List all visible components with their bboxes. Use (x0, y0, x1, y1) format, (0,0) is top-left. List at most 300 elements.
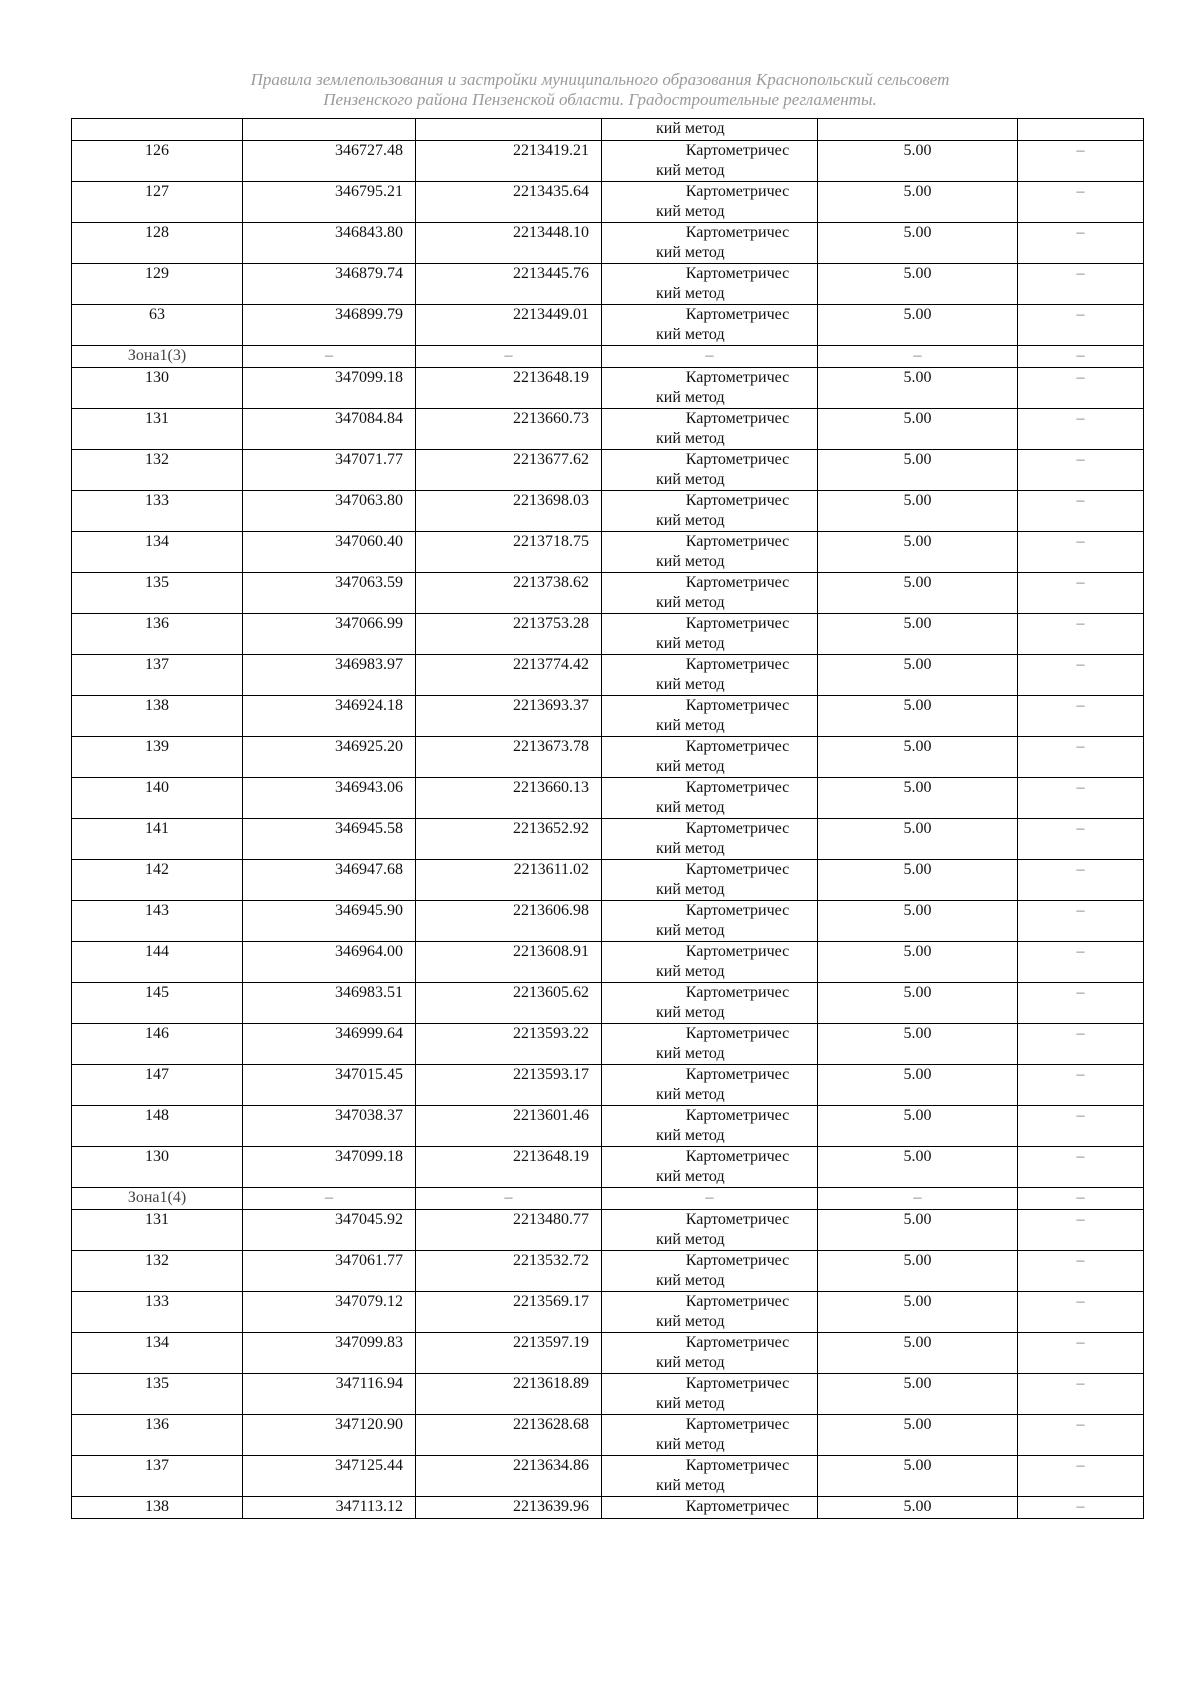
cell-y: 2213593.22 (416, 1024, 602, 1065)
cell-num: 129 (72, 264, 243, 305)
cell-y: – (416, 1188, 602, 1210)
cell-y: 2213445.76 (416, 264, 602, 305)
cell-y: 2213419.21 (416, 141, 602, 182)
cell-x: 347116.94 (243, 1374, 416, 1415)
cell-accuracy: 5.00 (818, 1292, 1018, 1333)
method-line-1: Картометричес (685, 265, 790, 282)
cell-num: 131 (72, 409, 243, 450)
method-line-1: Картометричес (685, 1457, 790, 1474)
method-line-2: кий метод (656, 635, 725, 652)
cell-method (602, 1065, 818, 1106)
method-line-1: Картометричес (685, 984, 790, 1001)
cell-x: 347079.12 (243, 1292, 416, 1333)
cell-x: 346983.51 (243, 983, 416, 1024)
method-line-2: кий метод (656, 881, 725, 898)
cell-num: 133 (72, 1292, 243, 1333)
method-line-1: Картометричес (685, 492, 790, 509)
cell-note: – (1018, 1251, 1144, 1292)
cell-num: 137 (72, 1456, 243, 1497)
method-line-1: Картометричес (685, 369, 790, 386)
cell-num: 126 (72, 141, 243, 182)
method-line-2: кий метод (656, 963, 725, 980)
cell-note: – (1018, 491, 1144, 532)
method-line-1: Картометричес (685, 1293, 790, 1310)
table-row (72, 305, 1144, 346)
cell-y: 2213611.02 (416, 860, 602, 901)
cell-num: 142 (72, 860, 243, 901)
cell-y: 2213480.77 (416, 1210, 602, 1251)
method-line-1: – (705, 347, 714, 364)
cell-y: 2213608.91 (416, 942, 602, 983)
cell-method (602, 1147, 818, 1188)
cell-num: 135 (72, 1374, 243, 1415)
cell-num: 130 (72, 1147, 243, 1188)
cell-method (602, 182, 818, 223)
cell-method (602, 1415, 818, 1456)
cell-y: 2213738.62 (416, 573, 602, 614)
cell-x: 346945.58 (243, 819, 416, 860)
cell-note: – (1018, 1188, 1144, 1210)
cell-accuracy: 5.00 (818, 1024, 1018, 1065)
cell-x: 347066.99 (243, 614, 416, 655)
cell-note: – (1018, 346, 1144, 368)
cell-num: 138 (72, 696, 243, 737)
cell-note: – (1018, 1065, 1144, 1106)
cell-note: – (1018, 614, 1144, 655)
method-line-1: Картометричес (685, 1498, 790, 1515)
method-line-1: Картометричес (685, 656, 790, 673)
cell-accuracy: 5.00 (818, 1374, 1018, 1415)
cell-method (602, 1292, 818, 1333)
table-row (72, 409, 1144, 450)
cell-num: 130 (72, 368, 243, 409)
cell-accuracy: 5.00 (818, 901, 1018, 942)
cell-note: – (1018, 655, 1144, 696)
cell-method (602, 573, 818, 614)
method-line-1: Картометричес (685, 183, 790, 200)
method-line-1: Картометричес (685, 1025, 790, 1042)
cell-y: 2213532.72 (416, 1251, 602, 1292)
cell-method (602, 737, 818, 778)
method-line-2: кий метод (656, 1127, 725, 1144)
cell-note: – (1018, 1415, 1144, 1456)
cell-accuracy: 5.00 (818, 450, 1018, 491)
cell-accuracy: 5.00 (818, 1251, 1018, 1292)
method-line-2: кий метод (656, 471, 725, 488)
table-row (72, 223, 1144, 264)
cell-x: 346999.64 (243, 1024, 416, 1065)
cell-num: 140 (72, 778, 243, 819)
cell-method (602, 983, 818, 1024)
cell-note: – (1018, 141, 1144, 182)
cell-accuracy: 5.00 (818, 1497, 1018, 1519)
cell-y: 2213677.62 (416, 450, 602, 491)
zone-row (72, 1188, 1144, 1210)
table-row (72, 819, 1144, 860)
table-row (72, 1292, 1144, 1333)
cell-x: 347099.18 (243, 368, 416, 409)
cell-accuracy: – (818, 1188, 1018, 1210)
cell-num: 144 (72, 942, 243, 983)
cell-y: 2213753.28 (416, 614, 602, 655)
method-line-1: Картометричес (685, 738, 790, 755)
method-line-2: кий метод (656, 1354, 725, 1371)
cell-accuracy: 5.00 (818, 1065, 1018, 1106)
cell-note: – (1018, 1292, 1144, 1333)
method-line-1: Картометричес (685, 1148, 790, 1165)
cell-note: – (1018, 223, 1144, 264)
cell-num: 147 (72, 1065, 243, 1106)
cell-x: 347125.44 (243, 1456, 416, 1497)
method-line-1: Картометричес (685, 1066, 790, 1083)
method-line-1: Картометричес (685, 1107, 790, 1124)
cell-method (602, 1456, 818, 1497)
cell-y: 2213435.64 (416, 182, 602, 223)
cell-x: 347063.59 (243, 573, 416, 614)
table-row (72, 1456, 1144, 1497)
method-line-1: Картометричес (685, 1211, 790, 1228)
cell-note: – (1018, 942, 1144, 983)
table-row (72, 1333, 1144, 1374)
method-line-1: Картометричес (685, 306, 790, 323)
method-line-1: Картометричес (685, 224, 790, 241)
method-line-1: – (705, 1189, 714, 1206)
method-line-2: кий метод (656, 1086, 725, 1103)
cell-x: – (243, 346, 416, 368)
cell-note: – (1018, 901, 1144, 942)
cell-num: 128 (72, 223, 243, 264)
cell-num: 132 (72, 450, 243, 491)
cell-y: 2213660.73 (416, 409, 602, 450)
cell-y: 2213648.19 (416, 368, 602, 409)
cell-y: 2213606.98 (416, 901, 602, 942)
cell-num: 148 (72, 1106, 243, 1147)
cell-note: – (1018, 696, 1144, 737)
cell-y: 2213652.92 (416, 819, 602, 860)
table-row (72, 264, 1144, 305)
cell-method (602, 141, 818, 182)
cell-num: 136 (72, 614, 243, 655)
cell-y: 2213601.46 (416, 1106, 602, 1147)
cell-x: 346945.90 (243, 901, 416, 942)
cell-method (602, 1333, 818, 1374)
cell-accuracy: 5.00 (818, 182, 1018, 223)
cell-accuracy: 5.00 (818, 655, 1018, 696)
cell-accuracy: 5.00 (818, 264, 1018, 305)
method-line-1: Картометричес (685, 615, 790, 632)
cell-note: – (1018, 983, 1144, 1024)
cell-method (602, 942, 818, 983)
cell-note: – (1018, 778, 1144, 819)
cell-x: 347060.40 (243, 532, 416, 573)
header-line-1: Правила землепользования и застройки муниципального образования Краснопольский сельсовет (250, 70, 950, 89)
method-line-2: кий метод (656, 1272, 725, 1289)
table-row (72, 901, 1144, 942)
method-line-1: Картометричес (685, 861, 790, 878)
cell-note: – (1018, 1024, 1144, 1065)
method-line-2: кий метод (656, 162, 725, 179)
cell-x: 346983.97 (243, 655, 416, 696)
cell-accuracy: 5.00 (818, 819, 1018, 860)
method-line-2: кий метод (656, 922, 725, 939)
cell-y: 2213698.03 (416, 491, 602, 532)
cell-method (602, 491, 818, 532)
method-line-2: кий метод (656, 244, 725, 261)
cell-num: 127 (72, 182, 243, 223)
table-row (72, 491, 1144, 532)
cell-y: 2213693.37 (416, 696, 602, 737)
cell-note (1018, 119, 1144, 141)
cell-accuracy: 5.00 (818, 1333, 1018, 1374)
cell-y: 2213605.62 (416, 983, 602, 1024)
method-line-1: Картометричес (685, 142, 790, 159)
cell-x: 347061.77 (243, 1251, 416, 1292)
cell-y: 2213628.68 (416, 1415, 602, 1456)
cell-note: – (1018, 1333, 1144, 1374)
cell-y: 2213634.86 (416, 1456, 602, 1497)
cell-accuracy: 5.00 (818, 1106, 1018, 1147)
cell-num: 143 (72, 901, 243, 942)
cell-accuracy: 5.00 (818, 141, 1018, 182)
cell-num (72, 119, 243, 141)
cell-note: – (1018, 182, 1144, 223)
cell-note: – (1018, 1374, 1144, 1415)
cell-y: 2213593.17 (416, 1065, 602, 1106)
cell-y: 2213774.42 (416, 655, 602, 696)
method-line-2: кий метод (656, 1477, 725, 1494)
cell-note: – (1018, 1497, 1144, 1519)
method-line-2: кий метод (656, 717, 725, 734)
cell-x: 347071.77 (243, 450, 416, 491)
cell-x: 346843.80 (243, 223, 416, 264)
cell-note: – (1018, 532, 1144, 573)
table-row (72, 450, 1144, 491)
method-line-1: Картометричес (685, 820, 790, 837)
method-line-1: Картометричес (685, 410, 790, 427)
cell-num: 137 (72, 655, 243, 696)
table-row (72, 1210, 1144, 1251)
cell-x: 346727.48 (243, 141, 416, 182)
cell-num: 145 (72, 983, 243, 1024)
cell-method (602, 1251, 818, 1292)
method-line-2: кий метод (656, 1436, 725, 1453)
method-line-1: Картометричес (685, 1334, 790, 1351)
cell-y: 2213449.01 (416, 305, 602, 346)
cell-num: Зона1(4) (72, 1188, 243, 1210)
cell-method (602, 368, 818, 409)
cell-method (602, 778, 818, 819)
cell-note: – (1018, 1210, 1144, 1251)
cell-x: 347120.90 (243, 1415, 416, 1456)
table-row (72, 655, 1144, 696)
cell-x: 346925.20 (243, 737, 416, 778)
table-row (72, 182, 1144, 223)
table-row (72, 696, 1144, 737)
cell-accuracy: 5.00 (818, 305, 1018, 346)
method-line-2: кий метод (656, 326, 725, 343)
cell-x: 346924.18 (243, 696, 416, 737)
cell-accuracy (818, 119, 1018, 141)
cell-y: 2213660.13 (416, 778, 602, 819)
method-line-1: Картометричес (685, 697, 790, 714)
cell-x: 346879.74 (243, 264, 416, 305)
cell-note: – (1018, 305, 1144, 346)
table-row (72, 614, 1144, 655)
cell-num: 138 (72, 1497, 243, 1519)
method-line-2: кий метод (656, 203, 725, 220)
cell-y: 2213448.10 (416, 223, 602, 264)
cell-x: 346947.68 (243, 860, 416, 901)
table-row (72, 860, 1144, 901)
cell-method (602, 1024, 818, 1065)
cell-method (602, 346, 818, 368)
cell-accuracy: 5.00 (818, 696, 1018, 737)
cell-note: – (1018, 860, 1144, 901)
cell-y: – (416, 346, 602, 368)
table-row (72, 942, 1144, 983)
cell-num: 141 (72, 819, 243, 860)
cell-num: 63 (72, 305, 243, 346)
coordinates-table-body (72, 119, 1144, 1519)
cell-x: 347063.80 (243, 491, 416, 532)
method-line-2: кий метод (656, 389, 725, 406)
cell-method (602, 450, 818, 491)
cell-accuracy: 5.00 (818, 368, 1018, 409)
cell-y: 2213618.89 (416, 1374, 602, 1415)
method-line-1: Картометричес (685, 1375, 790, 1392)
cell-num: 134 (72, 1333, 243, 1374)
cell-method (602, 305, 818, 346)
cell-num: 134 (72, 532, 243, 573)
cell-method (602, 860, 818, 901)
header-line-2: Пензенского района Пензенской области. Градостроительные регламенты. (323, 90, 877, 109)
table-row (72, 1106, 1144, 1147)
method-line-2: кий метод (656, 285, 725, 302)
cell-method (602, 532, 818, 573)
coordinates-table (71, 118, 1144, 1519)
method-line-2: кий метод (656, 1313, 725, 1330)
cell-x: 347015.45 (243, 1065, 416, 1106)
cell-accuracy: 5.00 (818, 1210, 1018, 1251)
method-line-2: кий метод (656, 1045, 725, 1062)
cell-method (602, 901, 818, 942)
method-line-2: кий метод (656, 512, 725, 529)
table-row (72, 1147, 1144, 1188)
cell-x: – (243, 1188, 416, 1210)
cell-accuracy: 5.00 (818, 1415, 1018, 1456)
cell-y (416, 119, 602, 141)
cell-x: 347099.18 (243, 1147, 416, 1188)
method-line-2: кий метод (656, 553, 725, 570)
cell-method (602, 614, 818, 655)
table-row (72, 983, 1144, 1024)
table-row (72, 1065, 1144, 1106)
cell-method (602, 223, 818, 264)
cell-method (602, 819, 818, 860)
cell-accuracy: 5.00 (818, 532, 1018, 573)
cell-accuracy: 5.00 (818, 614, 1018, 655)
table-row (72, 368, 1144, 409)
cell-num: 135 (72, 573, 243, 614)
cell-accuracy: 5.00 (818, 778, 1018, 819)
table-row (72, 1415, 1144, 1456)
cell-x: 346795.21 (243, 182, 416, 223)
cell-method (602, 1106, 818, 1147)
method-line-2: кий метод (656, 799, 725, 816)
cell-accuracy: 5.00 (818, 409, 1018, 450)
method-line-2: кий метод (656, 430, 725, 447)
method-line-2: кий метод (656, 1004, 725, 1021)
cell-x: 347038.37 (243, 1106, 416, 1147)
table-row (72, 532, 1144, 573)
cell-note: – (1018, 737, 1144, 778)
cell-num: 131 (72, 1210, 243, 1251)
cell-x: 347113.12 (243, 1497, 416, 1519)
cell-num: 132 (72, 1251, 243, 1292)
cell-note: – (1018, 368, 1144, 409)
cell-x: 346964.00 (243, 942, 416, 983)
cell-accuracy: – (818, 346, 1018, 368)
method-line-2: кий метод (656, 120, 725, 137)
method-line-1: Картометричес (685, 943, 790, 960)
cell-accuracy: 5.00 (818, 737, 1018, 778)
method-line-2: кий метод (656, 840, 725, 857)
cell-accuracy: 5.00 (818, 983, 1018, 1024)
cell-note: – (1018, 573, 1144, 614)
method-line-1: Картометричес (685, 1416, 790, 1433)
cell-y: 2213597.19 (416, 1333, 602, 1374)
table-row (72, 1497, 1144, 1519)
cell-num: 139 (72, 737, 243, 778)
cell-method (602, 1497, 818, 1519)
cell-note: – (1018, 409, 1144, 450)
cell-x (243, 119, 416, 141)
method-line-1: Картометричес (685, 451, 790, 468)
table-row (72, 1024, 1144, 1065)
table-row (72, 141, 1144, 182)
cell-note: – (1018, 1456, 1144, 1497)
cell-note: – (1018, 1106, 1144, 1147)
cell-num: 133 (72, 491, 243, 532)
table-row (72, 573, 1144, 614)
method-line-2: кий метод (656, 676, 725, 693)
cell-x: 346943.06 (243, 778, 416, 819)
cell-method (602, 696, 818, 737)
cell-note: – (1018, 819, 1144, 860)
zone-row (72, 346, 1144, 368)
cell-accuracy: 5.00 (818, 573, 1018, 614)
method-line-1: Картометричес (685, 779, 790, 796)
method-line-1: Картометричес (685, 1252, 790, 1269)
cell-x: 347045.92 (243, 1210, 416, 1251)
cell-accuracy: 5.00 (818, 491, 1018, 532)
cell-method (602, 1374, 818, 1415)
continuation-row (72, 119, 1144, 141)
cell-y: 2213639.96 (416, 1497, 602, 1519)
cell-accuracy: 5.00 (818, 860, 1018, 901)
cell-accuracy: 5.00 (818, 1456, 1018, 1497)
cell-note: – (1018, 1147, 1144, 1188)
method-line-2: кий метод (656, 1168, 725, 1185)
cell-method (602, 655, 818, 696)
cell-num: 146 (72, 1024, 243, 1065)
cell-y: 2213673.78 (416, 737, 602, 778)
table-row (72, 737, 1144, 778)
cell-num: Зона1(3) (72, 346, 243, 368)
method-line-2: кий метод (656, 594, 725, 611)
cell-num: 136 (72, 1415, 243, 1456)
cell-method (602, 409, 818, 450)
